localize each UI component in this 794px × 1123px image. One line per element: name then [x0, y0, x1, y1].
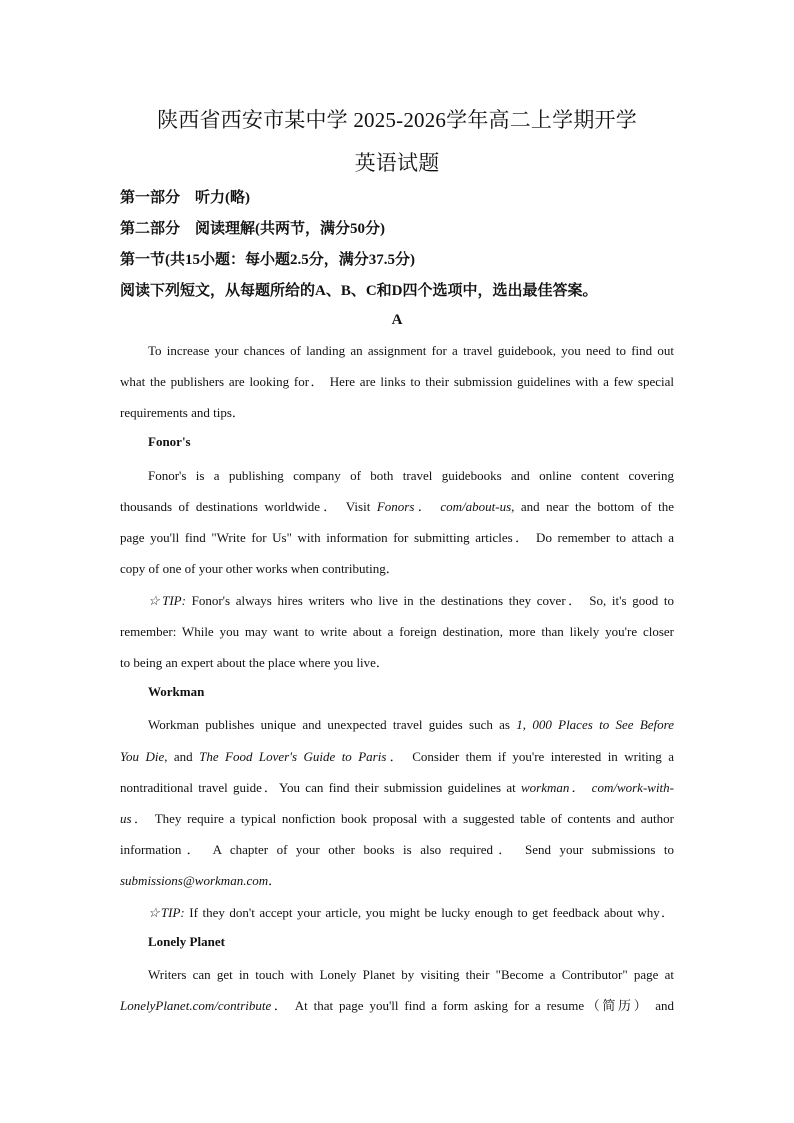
text-span: , and: [164, 749, 200, 764]
text-span: ． At that page you'll find a form asking for a resume（简历） and: [271, 998, 674, 1013]
text-span: thousands of destinations worldwide． Visit: [120, 499, 377, 514]
workman-link: us: [120, 811, 132, 826]
intro-line: To increase your chances of landing an assignment for a travel guidebook, you need to find out: [148, 343, 674, 358]
section-part1: 第一部分 听力(略): [120, 190, 250, 206]
email-address: submissions@workman.com: [120, 873, 269, 888]
tip-label: ☆TIP:: [148, 593, 186, 608]
passage-label: A: [391, 312, 403, 328]
reading-instruction: 阅读下列短文，从每题所给的A、B、C和D四个选项中，选出最佳答案。: [120, 283, 598, 299]
section-part2: 第二部分 阅读理解(共两节，满分50分): [120, 221, 385, 237]
paragraph-line: Fonor's is a publishing company of both travel guidebooks and online content covering: [148, 468, 674, 483]
book-title: The Food Lover's Guide to Paris: [199, 749, 387, 764]
text-span: , and near the bottom of the: [511, 499, 674, 514]
lonely-planet-heading: Lonely Planet: [148, 934, 225, 949]
text-span: Fonor's always hires writers who live in the destinations they cover． So, it's good to: [185, 593, 674, 608]
paragraph-line: [120, 747, 674, 767]
tip-line: [148, 903, 674, 923]
paragraph-line: information． A chapter of your other books is also required． Send your submissions to: [120, 842, 674, 857]
paragraph-line: copy of one of your other works when contributing．: [120, 561, 399, 576]
paragraph-line: [120, 809, 674, 829]
text-span: ．: [268, 873, 282, 888]
text-span: ． Consider them if you're interested in writing a: [386, 749, 674, 764]
fonors-heading: Fonor's: [148, 434, 191, 449]
paragraph-line: [120, 497, 674, 517]
workman-link: workman． com/work-with-: [521, 780, 674, 795]
workman-heading: Workman: [148, 684, 205, 699]
tip-line: to being an expert about the place where you live．: [120, 655, 389, 670]
book-title: You Die: [120, 749, 165, 764]
intro-line: what the publishers are looking for． Here are links to their submission guidelines with a few special: [120, 374, 674, 389]
text-span: ． They require a typical nonfiction book proposal with a suggested table of contents and author: [131, 811, 674, 826]
paragraph-line: [120, 778, 674, 798]
document-title: 陕西省西安市某中学 2025-2026学年高二上学期开学: [157, 108, 637, 132]
tip-line: remember: While you may want to write about a foreign destination, more than likely you're closer: [120, 624, 674, 639]
book-title: 1, 000 Places to See Before: [516, 717, 674, 732]
tip-label: ☆TIP:: [148, 905, 185, 920]
paragraph-line: Writers can get in touch with Lonely Planet by visiting their "Become a Contributor" page at: [148, 967, 674, 982]
text-span: If they don't accept your article, you might be lucky enough to get feedback about why．: [184, 905, 675, 920]
fonors-link: Fonors． com/about-us: [376, 499, 512, 514]
text-span: Workman publishes unique and unexpected travel guides such as: [148, 717, 517, 732]
section-1-header: 第一节(共15小题：每小题2.5分，满分37.5分): [120, 252, 415, 268]
paragraph-line: page you'll find "Write for Us" with information for submitting articles． Do remember to attach a: [120, 530, 674, 545]
paragraph-line: [120, 871, 674, 891]
document-subtitle: 英语试题: [354, 151, 440, 175]
intro-line: requirements and tips．: [120, 405, 245, 420]
paragraph-line: [120, 996, 674, 1016]
paragraph-line: [148, 715, 674, 735]
tip-line: [148, 591, 674, 611]
lonely-planet-link: LonelyPlanet.com/contribute: [120, 998, 272, 1013]
text-span: nontraditional travel guide．You can find their submission guidelines at: [120, 780, 521, 795]
